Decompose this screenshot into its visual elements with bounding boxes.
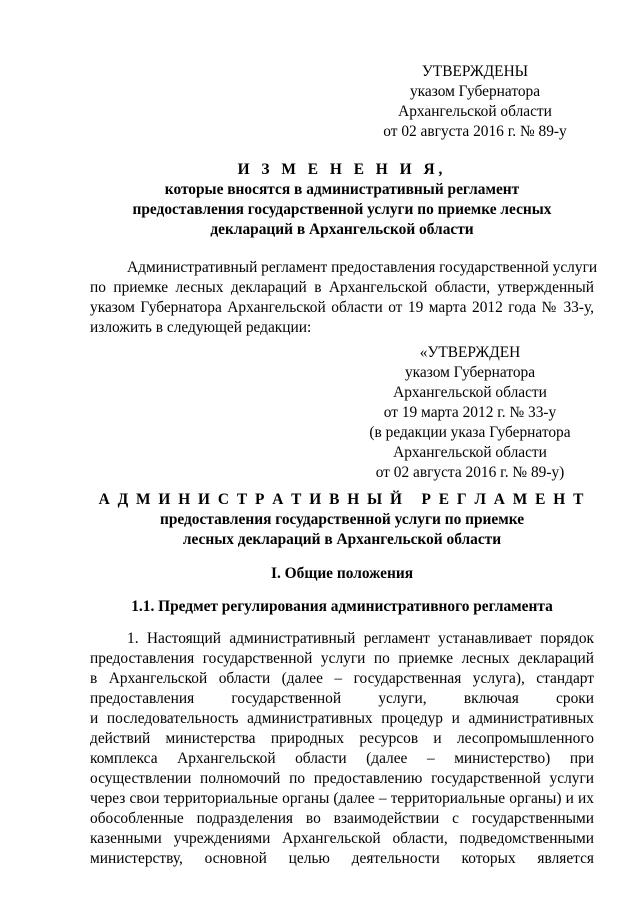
intro-line: по приемке лесных деклараций в Архангельской области, утвержденный bbox=[90, 279, 594, 296]
approval-stamp-top bbox=[370, 62, 580, 142]
paragraph-line: комплекса Архангельской области (далее – министерство) при bbox=[90, 750, 594, 767]
regulation-subtitle-line: лесных деклараций в Архангельской области bbox=[182, 531, 502, 548]
changes-subtitle-line: предоставления государственной услуги по приемке лесных bbox=[132, 201, 552, 218]
intro-paragraph bbox=[90, 258, 598, 338]
intro-line: Административный регламент предоставления государственной услуги bbox=[127, 259, 598, 276]
approval-line: Архангельской области bbox=[393, 384, 547, 401]
changes-subtitle-line: деклараций в Архангельской области bbox=[210, 221, 474, 238]
changes-title bbox=[90, 160, 594, 240]
approval-line: от 19 марта 2012 г. № 33-у bbox=[383, 404, 557, 421]
paragraph-line: обособленные подразделения во взаимодействии с государственными bbox=[90, 810, 594, 827]
paragraph-1 bbox=[90, 629, 594, 869]
subsection-heading: 1.1. Предмет регулирования административного регламента bbox=[131, 598, 553, 615]
paragraph-line: и последовательность административных процедур и административных bbox=[90, 710, 594, 727]
paragraph-line: предоставления государственной услуги по приемке лесных деклараций bbox=[90, 650, 594, 667]
paragraph-line: в Архангельской области (далее – государственная услуга), стандарт bbox=[90, 670, 594, 687]
approval-line: (в редакции указа Губернатора bbox=[369, 424, 571, 441]
section-heading: I. Общие положения bbox=[270, 565, 414, 582]
paragraph-line: осуществлении полномочий по предоставлению государственной услуги bbox=[90, 770, 594, 787]
approval-line: УТВЕРЖДЕНЫ bbox=[421, 63, 529, 80]
approval-line: Архангельской области bbox=[398, 103, 552, 120]
intro-line: изложить в следующей редакции: bbox=[90, 319, 312, 336]
approval-line: указом Губернатора bbox=[409, 83, 541, 100]
paragraph-line: 1. Настоящий административный регламент устанавливает порядок bbox=[127, 630, 594, 647]
regulation-heading: А Д М И Н И С Т Р А Т И В Н Ы Й Р Е Г Л А М Е Н Т bbox=[98, 491, 586, 508]
changes-heading: И З М Е Н Е Н И Я, bbox=[237, 161, 447, 178]
paragraph-line: предоставления государственной услуги, включая сроки bbox=[90, 690, 594, 707]
regulation-subtitle-line: предоставления государственной услуги по приемке bbox=[159, 511, 525, 528]
approval-line: указом Губернатора bbox=[404, 364, 536, 381]
approval-line: «УТВЕРЖДЕН bbox=[419, 344, 521, 361]
paragraph-line: действий министерства природных ресурсов и лесопромышленного bbox=[90, 730, 594, 747]
approval-line: Архангельской области bbox=[393, 444, 547, 461]
approval-line: от 02 августа 2016 г. № 89-у bbox=[383, 123, 567, 140]
paragraph-line: министерству, основной целью деятельности которых является bbox=[90, 850, 594, 867]
changes-subtitle-line: которые вносятся в административный регламент bbox=[164, 181, 520, 198]
approval-stamp-inner bbox=[360, 343, 580, 483]
approval-line: от 02 августа 2016 г. № 89-у) bbox=[375, 464, 565, 481]
paragraph-line: через свои территориальные органы (далее – территориальные органы) и их bbox=[90, 790, 594, 807]
paragraph-line: казенными учреждениями Архангельской области, подведомственными bbox=[90, 830, 594, 847]
intro-line: указом Губернатора Архангельской области от 19 марта 2012 года № 33-у, bbox=[90, 299, 594, 316]
regulation-title bbox=[90, 490, 594, 550]
